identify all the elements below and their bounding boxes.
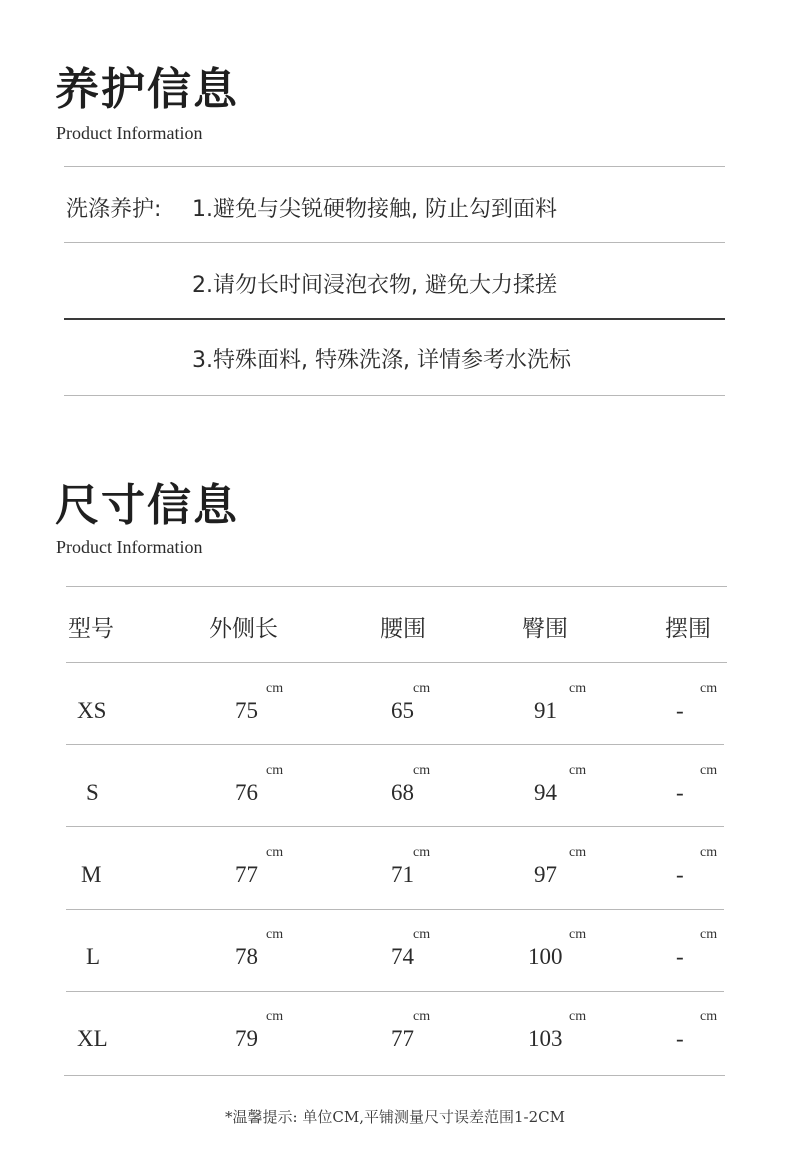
hip-value: 94 [534,780,557,805]
unit-label: cm [569,845,587,860]
table-top-border [66,586,727,587]
unit-label: cm [700,1009,718,1024]
unit-label: cm [413,681,431,696]
length-value: 79 [235,1026,258,1051]
care-line-3: 3.特殊面料, 特殊洗涤, 详情参考水洗标 [192,348,571,373]
care-title: 养护信息 [55,64,239,115]
length-value: 76 [235,780,258,805]
hip-value: 97 [534,862,557,887]
unit-label: cm [413,1009,431,1024]
care-label: 洗涤养护: [66,197,162,222]
row-divider [66,909,724,910]
length-value: 77 [235,862,258,887]
header-size: 型号 [68,616,114,642]
hip-value: 91 [534,698,557,723]
unit-label: cm [569,1009,587,1024]
size-subtitle: Product Information [56,537,203,557]
unit-label: cm [569,681,587,696]
header-waist: 腰围 [380,616,426,642]
hip-value: 100 [528,944,563,969]
unit-label: cm [266,1009,284,1024]
size-note: *温馨提示: 单位CM,平铺测量尺寸误差范围1-2CM [225,1108,565,1126]
divider [64,318,725,320]
row-divider [66,744,724,745]
hem-value: - [676,780,684,805]
size-label: XS [77,698,107,723]
unit-label: cm [700,927,718,942]
size-label: L [86,944,101,969]
unit-label: cm [700,845,718,860]
header-length: 外侧长 [209,616,278,642]
waist-value: 71 [391,862,414,887]
unit-label: cm [569,763,587,778]
size-label: M [81,862,102,887]
care-line-2: 2.请勿长时间浸泡衣物, 避免大力揉搓 [192,273,557,298]
hem-value: - [676,944,684,969]
unit-label: cm [266,845,284,860]
unit-label: cm [266,927,284,942]
header-divider [66,662,727,663]
divider [64,395,725,396]
header-hip: 臀围 [522,616,568,642]
waist-value: 77 [391,1026,414,1051]
header-hem: 摆围 [665,616,711,642]
waist-value: 74 [391,944,414,969]
unit-label: cm [569,927,587,942]
row-divider [66,991,724,992]
waist-value: 68 [391,780,414,805]
unit-label: cm [266,681,284,696]
care-line-1: 1.避免与尖锐硬物接触, 防止勾到面料 [192,197,557,222]
care-subtitle: Product Information [56,123,203,143]
unit-label: cm [413,763,431,778]
hem-value: - [676,1026,684,1051]
unit-label: cm [413,927,431,942]
unit-label: cm [413,845,431,860]
divider [64,166,725,167]
length-value: 78 [235,944,258,969]
hem-value: - [676,862,684,887]
table-bottom-border [64,1075,725,1076]
hem-value: - [676,698,684,723]
divider [64,242,725,243]
length-value: 75 [235,698,258,723]
unit-label: cm [266,763,284,778]
unit-label: cm [700,763,718,778]
hip-value: 103 [528,1026,563,1051]
unit-label: cm [700,681,718,696]
row-divider [66,826,724,827]
size-label: XL [77,1026,108,1051]
size-title: 尺寸信息 [55,480,239,531]
waist-value: 65 [391,698,414,723]
size-label: S [86,780,99,805]
